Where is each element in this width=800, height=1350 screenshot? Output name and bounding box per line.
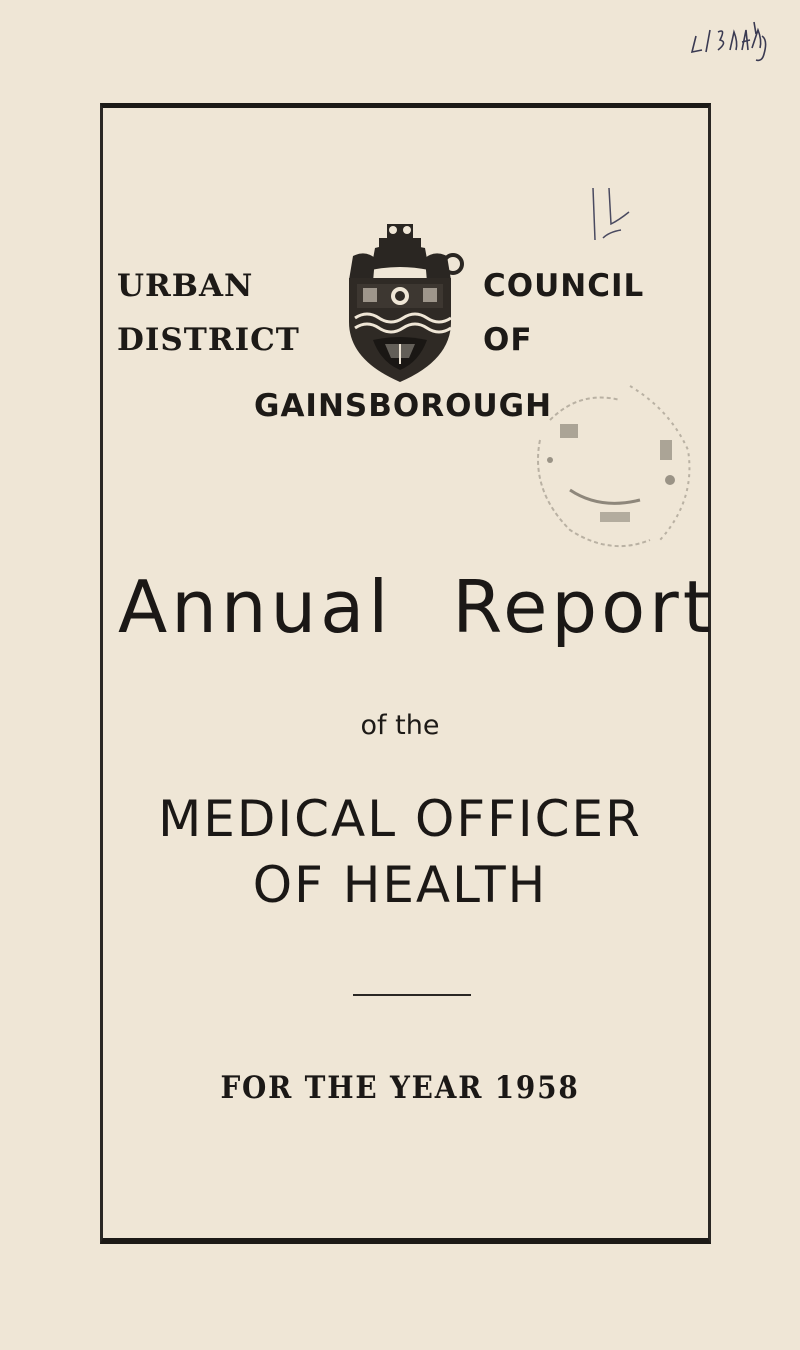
title-medical-officer xyxy=(0,786,800,918)
title-connector: of the xyxy=(360,710,440,741)
title-word-report: Report xyxy=(452,565,715,649)
divider-rule xyxy=(353,994,471,996)
town-name: GAINSBOROUGH xyxy=(254,388,553,424)
header-council: COUNCIL xyxy=(483,268,645,304)
title-word-annual: Annual xyxy=(118,565,393,649)
library-stamp xyxy=(510,380,710,560)
title-line-medical-officer: MEDICAL OFFICER xyxy=(158,790,642,848)
header-urban: URBAN xyxy=(117,268,254,304)
coat-of-arms-icon xyxy=(335,222,465,387)
handwritten-tick-mark xyxy=(585,180,655,250)
title-annual-report xyxy=(118,565,715,649)
report-year: FOR THE YEAR 1958 xyxy=(220,1070,580,1106)
header-of: OF xyxy=(483,322,533,358)
header-district: DISTRICT xyxy=(117,322,300,358)
handwritten-reference xyxy=(690,14,770,64)
title-line-of-health: OF HEALTH xyxy=(252,856,548,914)
